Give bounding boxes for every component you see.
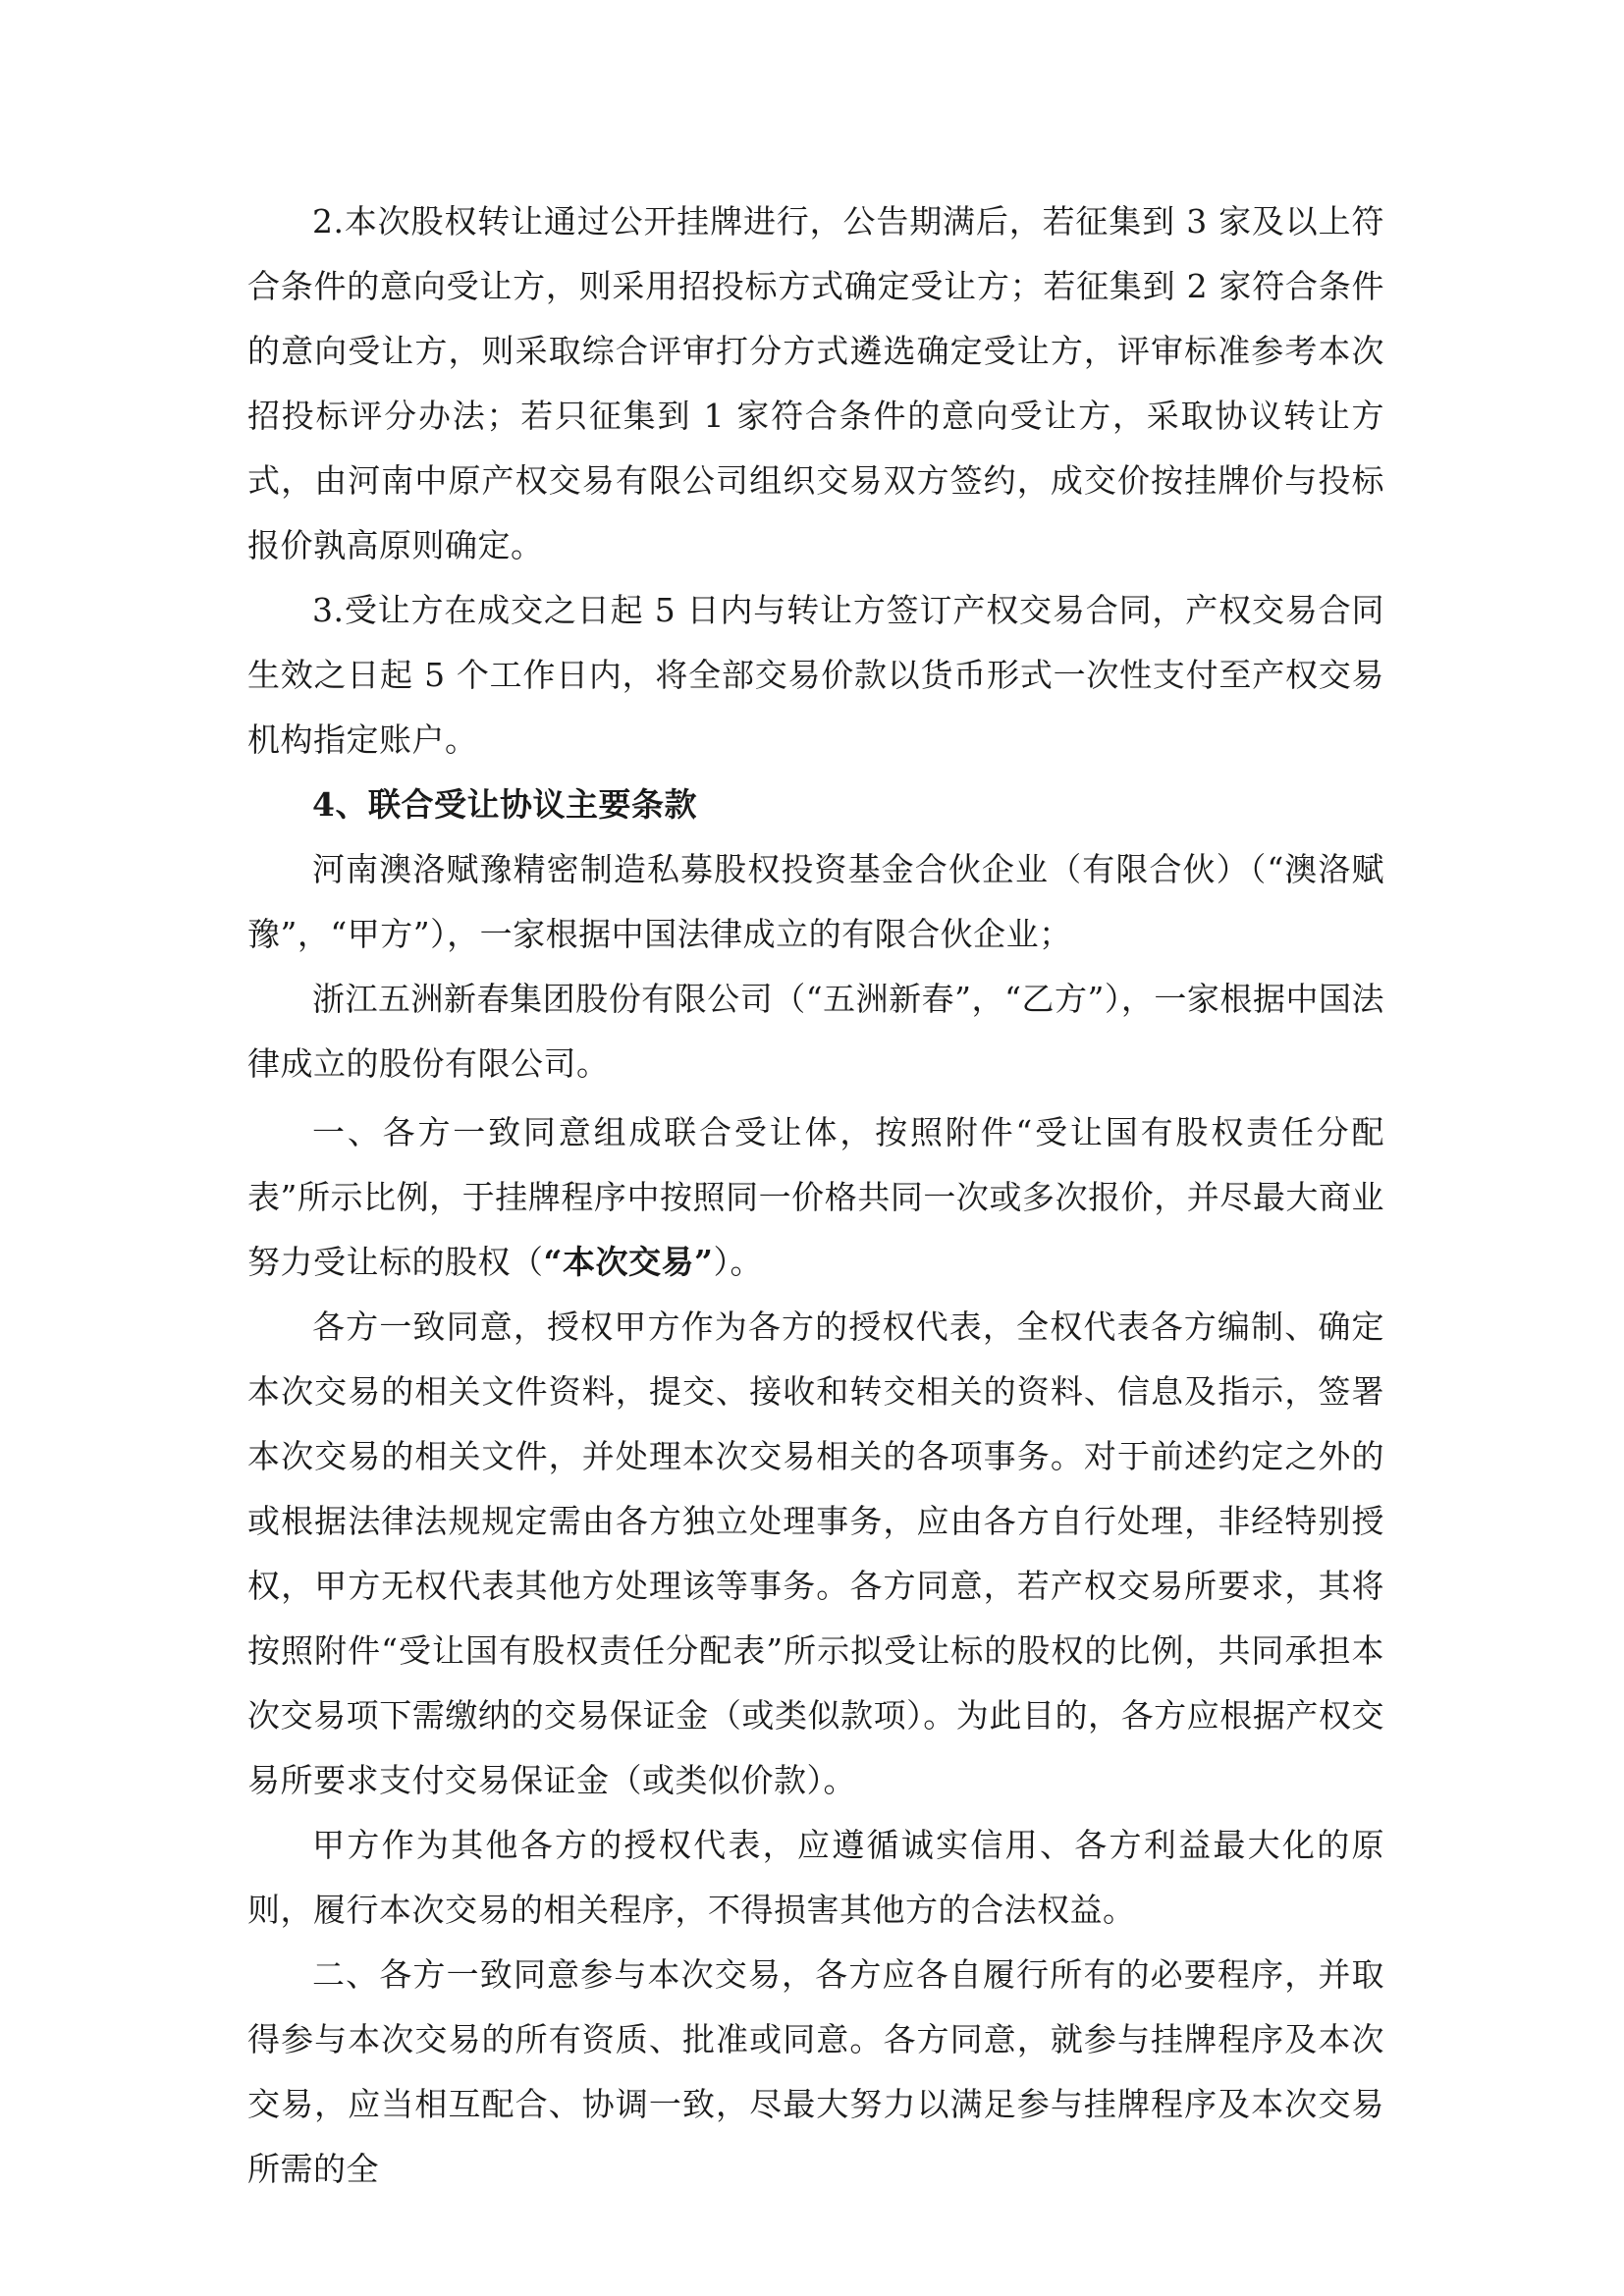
paragraph-authorization: 各方一致同意，授权甲方作为各方的授权代表，全权代表各方编制、确定本次交易的相关文件资料，提交、接收和转交相关的资料、信息及指示，签署本次交易的相关文件，并处理本次交易相关的各项事务。对于前述约定之外的或根据法律法规规定需由各方独立处理事务，应由各方自行处理，非经特别授权，甲方无权代表其他方处理该等事务。各方同意，若产权交易所要求，其将按照附件“受让国有股权责任分配表”所示拟受让标的股权的比例，共同承担本次交易项下需缴纳的交易保证金（或类似款项）。为此目的，各方应根据产权交易所要求支付交易保证金（或类似价款）。 [247, 1308, 1384, 1799]
paragraph-transfer-method: 2.本次股权转让通过公开挂牌进行，公告期满后，若征集到 3 家及以上符合条件的意向受让方，则采用招投标方式确定受让方；若征集到 2 家符合条件的意向受让方，则采取综合评审打分方式遴选确定受让方，评审标准参考本次招投标评分办法；若只征集到 1 家符合条件的意向受让方，采取协议转让方式，由河南中原产权交易有限公司组织交易双方签约，成交价按挂牌价与投标报价孰高原则确定。 [247, 202, 1384, 564]
paragraph-representative-duty: 甲方作为其他各方的授权代表，应遵循诚实信用、各方利益最大化的原则，履行本次交易的相关程序，不得损害其他方的合法权益。 [247, 1826, 1384, 1929]
paragraph-article-one [247, 1100, 1384, 1295]
section-heading: 4、联合受让协议主要条款 [312, 785, 697, 824]
paragraph-payment-terms: 3.受让方在成交之日起 5 日内与转让方签订产权交易合同，产权交易合同生效之日起 5 个工作日内，将全部交易价款以货币形式一次性支付至产权交易机构指定账户。 [247, 591, 1384, 759]
paragraph-party-b: 浙江五洲新春集团股份有限公司（“五洲新春”，“乙方”），一家根据中国法律成立的股份有限公司。 [247, 980, 1384, 1083]
article-one-end: ）。 [713, 1243, 763, 1281]
paragraph-party-a: 河南澳洛赋豫精密制造私募股权投资基金合伙企业（有限合伙）（“澳洛赋豫”，“甲方”），一家根据中国法律成立的有限合伙企业； [247, 850, 1384, 953]
document-page [247, 189, 1384, 2202]
paragraph-article-two: 二、各方一致同意参与本次交易，各方应各自履行所有的必要程序，并取得参与本次交易的所有资质、批准或同意。各方同意，就参与挂牌程序及本次交易，应当相互配合、协调一致，尽最大努力以满足参与挂牌程序及本次交易所需的全 [247, 1955, 1384, 2188]
article-one-text: 一、各方一致同意组成联合受让体，按照附件“受让国有股权责任分配表”所示比例，于挂牌程序中按照同一价格共同一次或多次报价，并尽最大商业努力受让标的股权（ [247, 1113, 1384, 1281]
defined-term-transaction: “本次交易” [543, 1243, 714, 1281]
